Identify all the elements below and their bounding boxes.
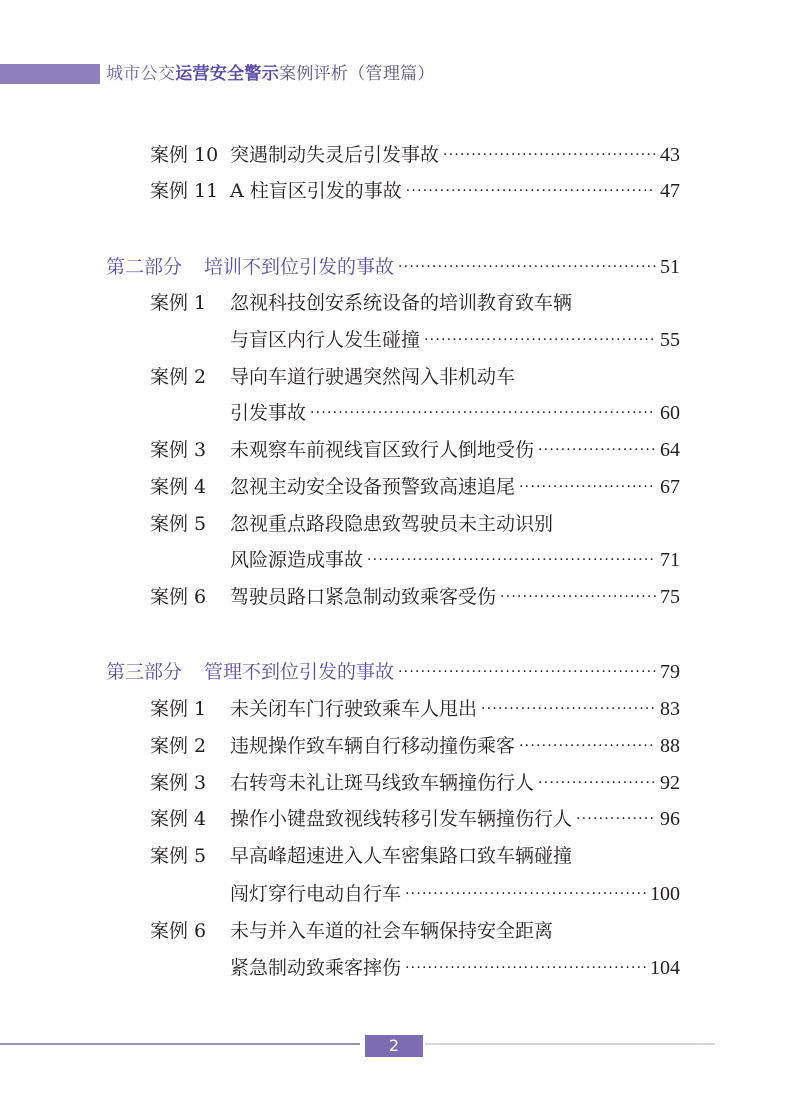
entry-title: 未与并入车道的社会车辆保持安全距离	[230, 920, 554, 942]
toc-entry[interactable]	[150, 731, 680, 761]
part-title: 管理不到位引发的事故	[204, 661, 395, 683]
dot-leader	[576, 804, 656, 834]
entry-title: 未关闭车门行驶致乘车人甩出	[230, 698, 478, 720]
entry-page: 67	[660, 476, 680, 498]
dot-leader	[367, 545, 656, 575]
entry-page: 43	[660, 144, 680, 166]
dot-leader	[481, 694, 656, 724]
entry-label: 案例 5	[150, 513, 207, 535]
toc-entry[interactable]	[150, 472, 680, 502]
dot-leader	[424, 325, 656, 355]
entry-page: 47	[660, 180, 680, 202]
toc-entry[interactable]	[150, 362, 680, 392]
entry-title: 违规操作致车辆自行移动撞伤乘客	[230, 735, 516, 757]
toc-entry[interactable]	[150, 804, 680, 834]
footer-rule-right	[425, 1043, 715, 1045]
entry-label: 案例 11	[150, 180, 219, 202]
dot-leader	[406, 176, 656, 206]
part-title: 培训不到位引发的事故	[204, 256, 395, 278]
dot-leader	[538, 768, 656, 798]
dot-leader	[500, 582, 656, 612]
toc-entry[interactable]	[150, 768, 680, 798]
entry-label: 案例 6	[150, 586, 207, 608]
entry-page: 60	[660, 402, 680, 424]
entry-page: 104	[650, 957, 680, 979]
entry-page: 83	[660, 698, 680, 720]
entry-title: 导向车道行驶遇突然闯入非机动车	[230, 366, 516, 388]
entry-title: 与盲区内行人发生碰撞	[230, 329, 421, 351]
entry-label: 案例 4	[150, 808, 207, 830]
dot-leader	[398, 657, 656, 687]
entry-label: 案例 6	[150, 920, 207, 942]
toc-entry-continuation[interactable]	[230, 879, 680, 909]
entry-title: 忽视科技创安系统设备的培训教育致车辆	[230, 292, 573, 314]
toc-entry[interactable]	[150, 694, 680, 724]
entry-title: 操作小键盘致视线转移引发车辆撞伤行人	[230, 808, 573, 830]
entry-page: 64	[660, 439, 680, 461]
part-label: 第二部分	[106, 256, 183, 278]
footer-rule-left	[0, 1043, 360, 1045]
toc-entry-continuation[interactable]	[230, 325, 680, 355]
part-label: 第三部分	[106, 661, 183, 683]
dot-leader	[443, 140, 656, 170]
entry-label: 案例 4	[150, 476, 207, 498]
page-number: 2	[365, 1035, 423, 1057]
entry-page: 79	[660, 661, 680, 683]
entry-page: 96	[660, 808, 680, 830]
toc-entry[interactable]	[150, 509, 680, 539]
toc-entry-continuation[interactable]	[230, 953, 680, 983]
header-prefix: 城市公交	[106, 64, 176, 84]
entry-title: 突遇制动失灵后引发事故	[230, 144, 440, 166]
toc-entry-continuation[interactable]	[230, 398, 680, 428]
toc-entry-continuation[interactable]	[230, 545, 680, 575]
entry-title: 引发事故	[230, 402, 307, 424]
entry-title: 闯灯穿行电动自行车	[230, 883, 402, 905]
toc-entry[interactable]	[150, 140, 680, 170]
header-accent-bar	[0, 64, 100, 84]
dot-leader	[538, 435, 656, 465]
entry-label: 案例 3	[150, 439, 207, 461]
toc-entry[interactable]	[150, 916, 680, 946]
entry-page: 75	[660, 586, 680, 608]
dot-leader	[519, 472, 656, 502]
toc-part-heading[interactable]	[106, 657, 680, 687]
toc-entry[interactable]	[150, 841, 680, 871]
entry-label: 案例 3	[150, 772, 207, 794]
toc-part-heading[interactable]	[106, 252, 680, 282]
running-header	[106, 61, 435, 87]
entry-label: 案例 1	[150, 698, 207, 720]
entry-title: 驾驶员路口紧急制动致乘客受伤	[230, 586, 497, 608]
entry-label: 案例 1	[150, 292, 207, 314]
entry-title: A 柱盲区引发的事故	[230, 180, 402, 202]
entry-label: 案例 10	[150, 144, 219, 166]
dot-leader	[398, 252, 656, 282]
entry-title: 未观察车前视线盲区致行人倒地受伤	[230, 439, 535, 461]
entry-page: 51	[660, 256, 680, 278]
toc-entry[interactable]	[150, 176, 680, 206]
toc-entry[interactable]	[150, 288, 680, 318]
dot-leader	[310, 398, 656, 428]
header-highlight: 运营安全警示	[175, 64, 280, 84]
entry-title: 右转弯未礼让斑马线致车辆撞伤行人	[230, 772, 535, 794]
entry-page: 88	[660, 735, 680, 757]
entry-page: 55	[660, 329, 680, 351]
entry-label: 案例 2	[150, 735, 207, 757]
dot-leader	[519, 731, 656, 761]
entry-title: 忽视主动安全设备预警致高速追尾	[230, 476, 516, 498]
entry-label: 案例 2	[150, 366, 207, 388]
entry-title: 紧急制动致乘客摔伤	[230, 957, 402, 979]
dot-leader	[405, 953, 646, 983]
entry-title: 忽视重点路段隐患致驾驶员未主动识别	[230, 513, 554, 535]
toc-entry[interactable]	[150, 582, 680, 612]
entry-page: 92	[660, 772, 680, 794]
dot-leader	[405, 879, 646, 909]
entry-title: 风险源造成事故	[230, 549, 364, 571]
entry-page: 71	[660, 549, 680, 571]
entry-page: 100	[650, 883, 680, 905]
toc-entry[interactable]	[150, 435, 680, 465]
header-suffix: 案例评析（管理篇）	[279, 64, 435, 84]
entry-title: 早高峰超速进入人车密集路口致车辆碰撞	[230, 845, 573, 867]
entry-label: 案例 5	[150, 845, 207, 867]
